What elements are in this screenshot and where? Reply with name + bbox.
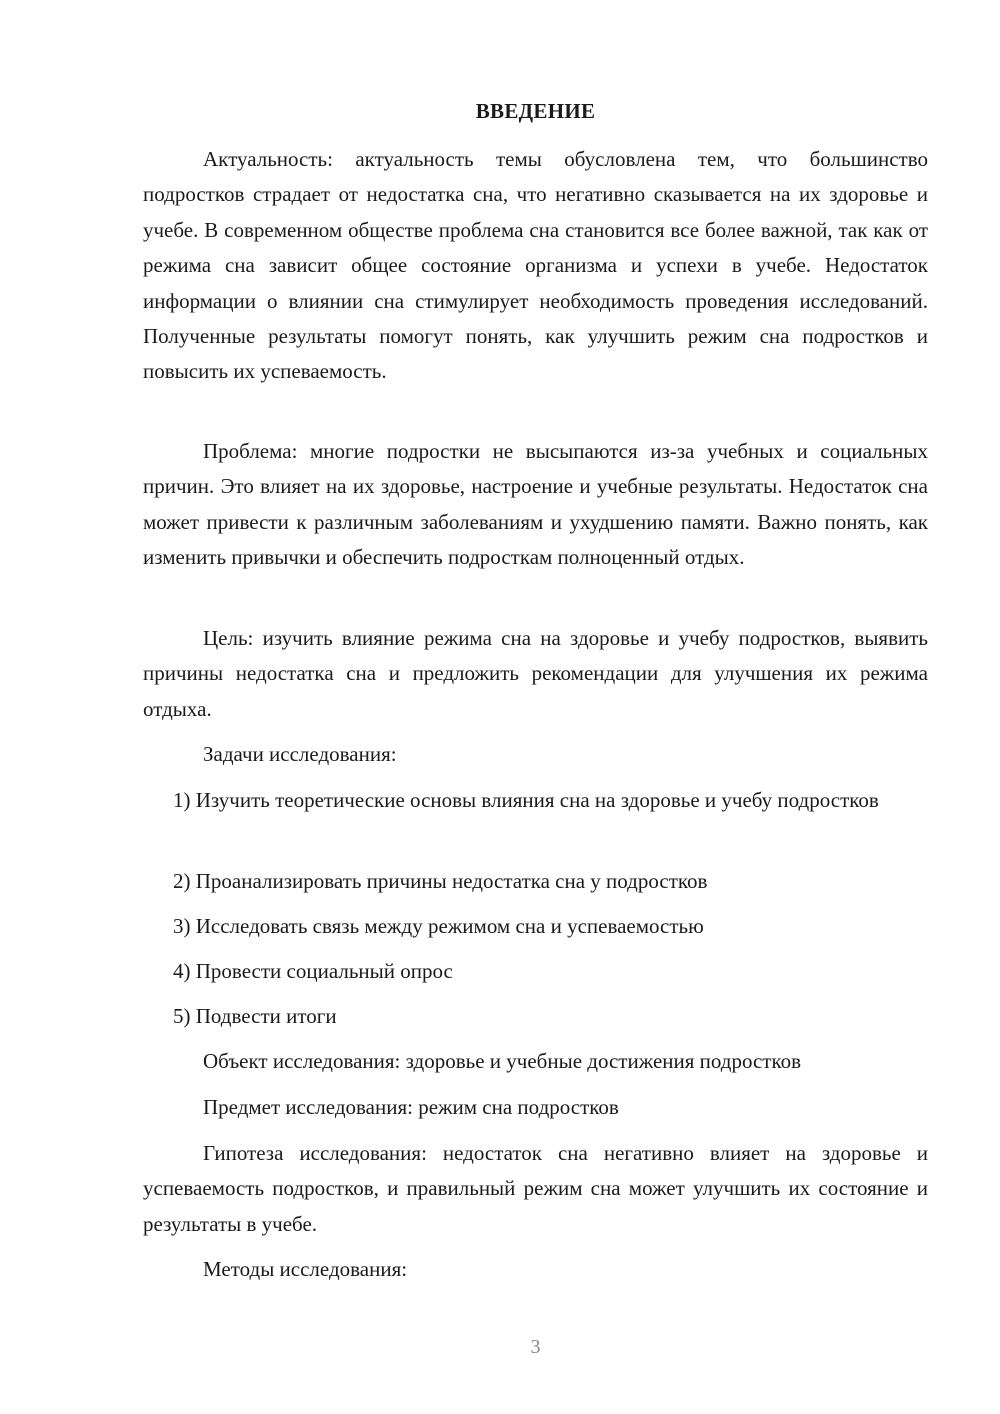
paragraph-goal: Цель: изучить влияние режима сна на здоровье и учебу подростков, выявить причины недостатка сна и предложить рекомендации для улучшения их режима отдыха. — [143, 626, 928, 721]
paragraph-relevance: Актуальность: актуальность темы обусловлена тем, что большинство подростков страдает от недостатка сна, что негативно сказывается на их здоровье и учебе. В современном обществе проблема сна становится все более важной, так как от режима сна зависит общее состояние организма и успехи в учебе. Недостаток информации о влиянии сна стимулирует необходимость проведения исследований. Полученные результаты помогут понять, как улучшить режим сна подростков и повысить их успеваемость. — [143, 147, 928, 384]
document-page — [143, 0, 928, 1414]
section-title: ВВЕДЕНИЕ — [475, 99, 596, 123]
paragraph-object: Объект исследования: здоровье и учебные достижения подростков — [203, 1049, 802, 1073]
tasks-heading: Задачи исследования: — [203, 742, 397, 766]
task-item-5: 5) Подвести итоги — [173, 1004, 337, 1028]
methods-heading: Методы исследования: — [203, 1257, 408, 1281]
paragraph-hypothesis: Гипотеза исследования: недостаток сна негативно влияет на здоровье и успеваемость подростков, и правильный режим сна может улучшить их состояние и результаты в учебе. — [143, 1141, 928, 1236]
task-item-4: 4) Провести социальный опрос — [173, 959, 453, 983]
task-item-1: 1) Изучить теоретические основы влияния сна на здоровье и учебу подростков — [173, 788, 879, 812]
paragraph-subject: Предмет исследования: режим сна подростков — [203, 1095, 619, 1119]
task-item-2: 2) Проанализировать причины недостатка сна у подростков — [173, 869, 708, 893]
task-item-3: 3) Исследовать связь между режимом сна и успеваемостью — [173, 914, 704, 938]
paragraph-problem: Проблема: многие подростки не высыпаются из-за учебных и социальных причин. Это влияет на их здоровье, настроение и учебные результаты. Недостаток сна может привести к различным заболеваниям и ухудшению памяти. Важно понять, как изменить привычки и обеспечить подросткам полноценный отдых. — [143, 439, 928, 570]
page-number: 3 — [530, 1336, 541, 1358]
